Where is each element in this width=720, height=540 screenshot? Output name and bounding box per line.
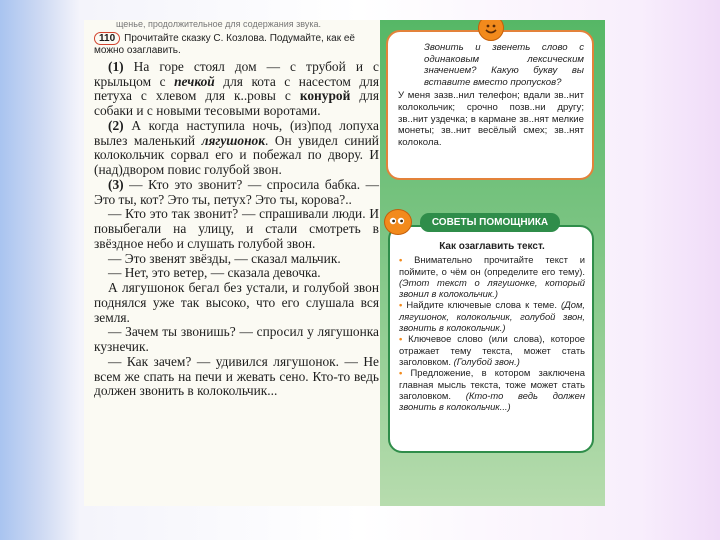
story-paragraph: — Зачем ты звонишь? — спросил у лягушонка кузнечик. bbox=[94, 324, 379, 355]
story-fragment: колокольчик сорвал его и побежал по двору. И (над)двором повис голубой звон. bbox=[94, 147, 379, 178]
words-box-sentences: У меня зазв..нил телефон; вдали зв..нит колокольчик; срочно позв..ни другу; зв..нит уздечка; в кармане зв..нят мелкие монеты; зв..нит весёлый смех; зв..нят колокола. bbox=[398, 90, 584, 148]
tip-text: Внимательно прочитайте текст и поймите, о чём он (определите его тему). bbox=[399, 254, 586, 277]
story-keyword: конурой bbox=[299, 88, 351, 104]
paragraph-number: (1) bbox=[108, 58, 124, 74]
tip-example: (Голубой звон.) bbox=[453, 355, 520, 367]
task-number: 110 bbox=[94, 32, 120, 45]
story-fragment: На горе стоял дом — с трубой и с крыльцом с bbox=[94, 58, 379, 89]
story-paragraph: — Кто это так звонит? — спрашивали люди. И повыбегали на улицу, и стали смотреть в звёздное небо и слушать голубой звон. bbox=[94, 206, 379, 251]
smiley-icon bbox=[478, 20, 504, 41]
story-paragraph: — Это звенят звёзды, — сказал мальчик. bbox=[108, 250, 341, 266]
story-paragraph: А лягушонок бегал без устали, и голубой звон поднялся уже так высоко, что его слушала вся земля. bbox=[94, 280, 379, 325]
textbook-page bbox=[84, 20, 605, 506]
paragraph-number: (3) bbox=[108, 176, 124, 192]
bullet-icon: • bbox=[399, 333, 403, 345]
story-fragment: А когда наступила ночь, (из)под лопуха вылез маленький bbox=[94, 117, 379, 148]
story-paragraph: — Как зачем? — удивился лягушонок. — Не всем же спать на печи и жевать сено. Кто-то ведь должен звонить в колокольчик... bbox=[94, 353, 379, 399]
bullet-icon: • bbox=[399, 299, 403, 311]
advice-tip bbox=[399, 367, 585, 412]
task-instruction: Прочитайте сказку С. Козлова. Подумайте, как её можно озаглавить. bbox=[94, 33, 355, 57]
advice-tip bbox=[399, 254, 585, 299]
tip-text: Ключевое слово (или слова), которое отражает тему текста, может стать заголовком. bbox=[399, 333, 585, 367]
bullet-icon: • bbox=[399, 254, 403, 266]
advice-box bbox=[388, 225, 594, 453]
advice-tab-title: СОВЕТЫ ПОМОЩНИКА bbox=[420, 213, 560, 232]
words-box-question: Звонить и звенеть слово с одинаковым лексическим значением? Какую букву вы вставите вместо пропусков? bbox=[424, 42, 584, 88]
top-cut-line: щенье, продолжительное для содержания звука. bbox=[116, 20, 321, 29]
story-paragraph bbox=[94, 60, 379, 119]
story-text bbox=[94, 60, 379, 399]
tip-example: (Этот текст о лягушонке, который звонил в колокольчик.) bbox=[399, 276, 585, 300]
tip-text: Предложение, в котором заключена главная мысль текста, тоже может стать заголовком. bbox=[399, 367, 586, 401]
story-column bbox=[94, 20, 379, 506]
story-fragment: — Кто это звонит? — спросила бабка. — Это ты, кот? Это ты, петух? Это ты, корова?.. bbox=[94, 176, 379, 207]
tip-example: (Дом, лягушонок, колокольчик, голубой звон, звонить в колокольчик.) bbox=[399, 299, 585, 334]
advice-header: Как озаглавить текст. bbox=[439, 241, 545, 252]
task-header bbox=[94, 32, 379, 58]
story-keyword: печкой bbox=[174, 73, 215, 89]
story-paragraph bbox=[94, 119, 379, 178]
story-fragment: для кота с насестом для петуха с хлевом для к..ровы с bbox=[94, 73, 379, 104]
advice-tip bbox=[399, 299, 585, 333]
advice-tip bbox=[399, 333, 585, 367]
story-keyword: лягушонок bbox=[195, 132, 266, 148]
story-paragraph bbox=[94, 178, 379, 208]
story-fragment: . Он увидел синий bbox=[265, 132, 379, 148]
words-exercise-box bbox=[386, 30, 594, 180]
paragraph-number: (2) bbox=[108, 117, 124, 133]
story-fragment: для собаки и с новыми тесовыми воротами. bbox=[94, 88, 379, 119]
helper-icon bbox=[384, 209, 412, 235]
tip-example: (Кто-то ведь должен звонить в колокольчик...) bbox=[399, 389, 585, 413]
story-paragraph: — Нет, это ветер, — сказала девочка. bbox=[108, 265, 321, 281]
bullet-icon: • bbox=[399, 367, 403, 379]
tip-text: Найдите ключевые слова к теме. bbox=[406, 299, 562, 311]
